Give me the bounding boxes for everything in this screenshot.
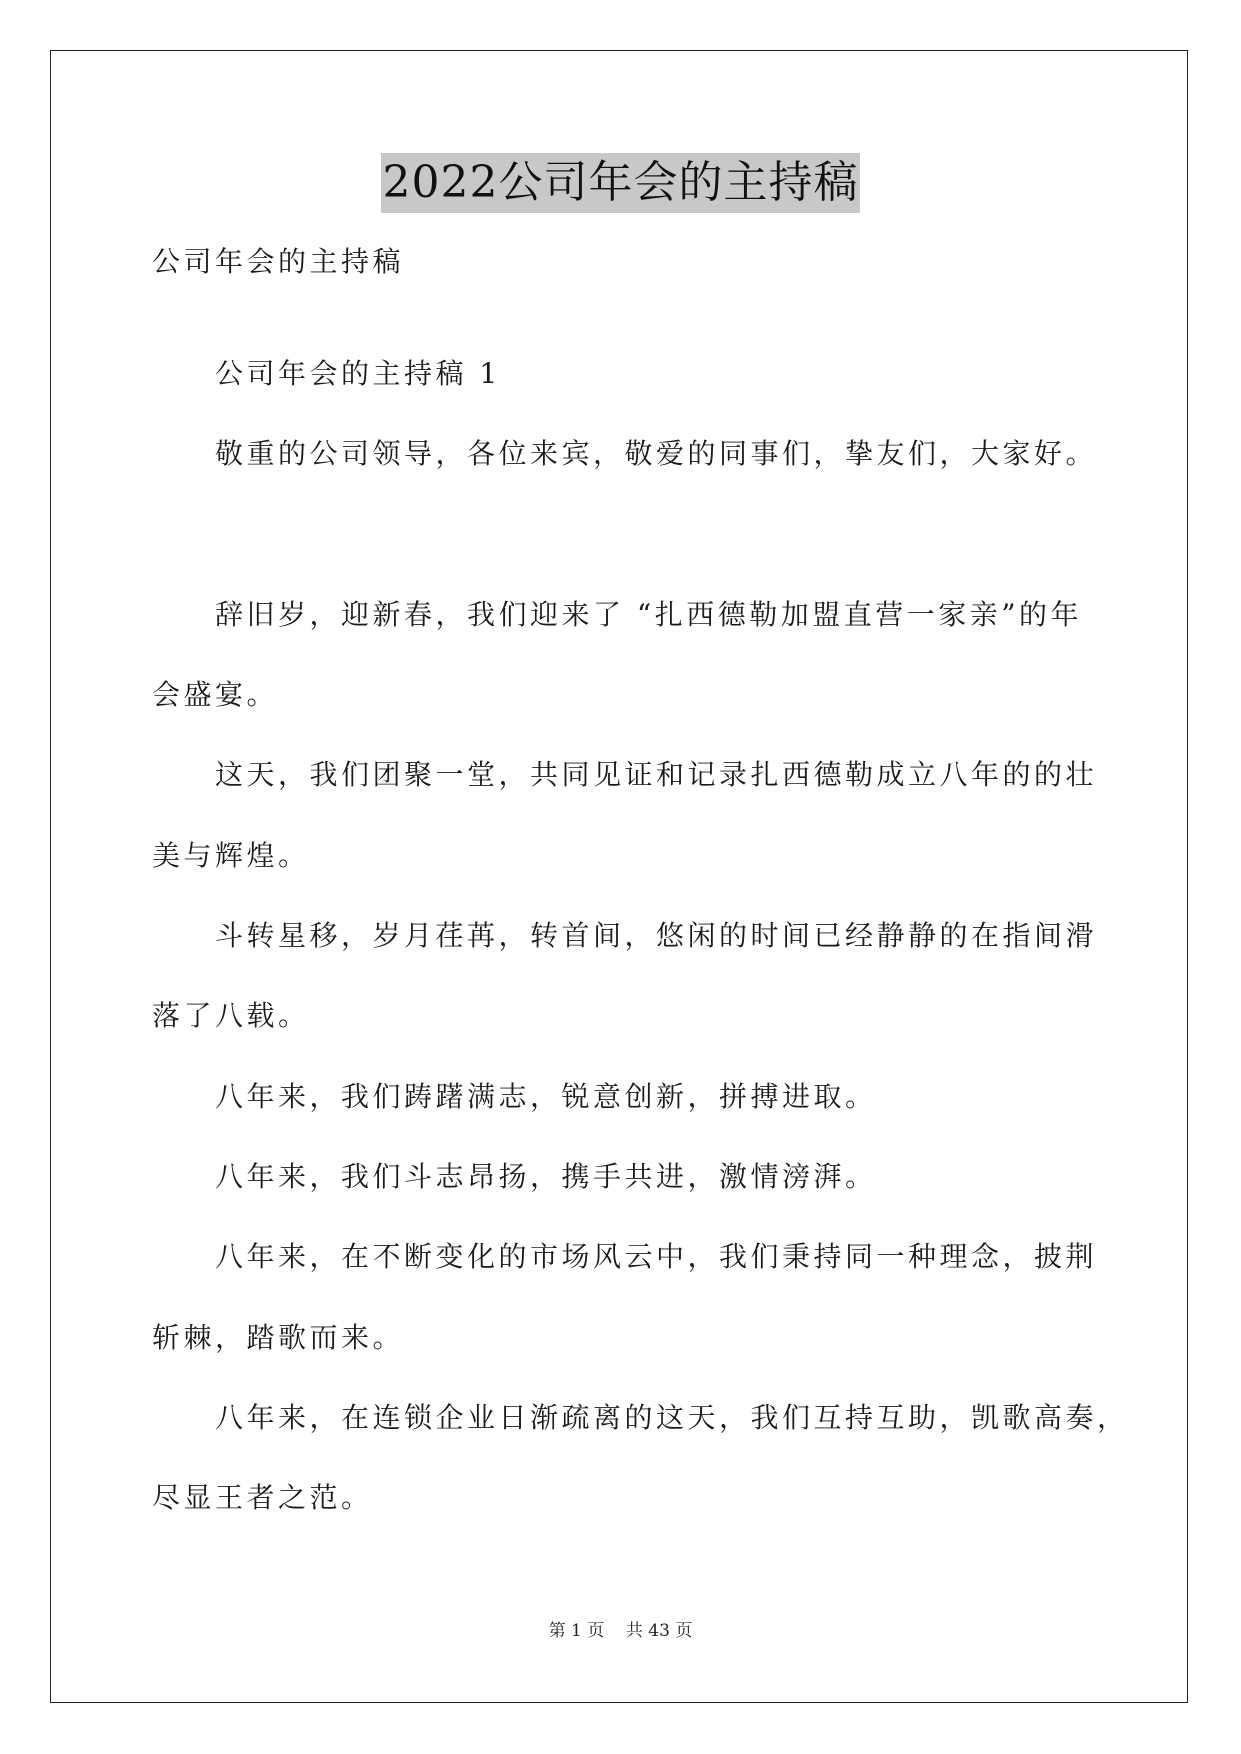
page-footer: 第 1 页 共 43 页 — [548, 1621, 693, 1641]
paragraph-line: 落了八载。 — [152, 999, 310, 1032]
paragraph-line: 八年来，我们斗志昂扬，携手共进，激情滂湃。 — [215, 1160, 877, 1193]
paragraph-line: 辞旧岁，迎新春，我们迎来了 “扎西德勒加盟直营一家亲”的年 — [215, 598, 1083, 631]
paragraph-line: 八年来，在连锁企业日渐疏离的这天，我们互持互助，凯歌高奏， — [215, 1401, 1129, 1434]
paragraph-line: 尽显王者之范。 — [152, 1481, 373, 1514]
page-border — [50, 50, 1188, 1703]
paragraph-line: 会盛宴。 — [152, 678, 279, 711]
paragraph-line: 斩棘，踏歌而来。 — [152, 1321, 405, 1354]
title-container — [0, 153, 1241, 213]
section-heading: 公司年会的主持稿 1 — [215, 357, 501, 390]
document-title: 2022公司年会的主持稿 — [381, 153, 861, 213]
paragraph-line: 八年来，在不断变化的市场风云中，我们秉持同一种理念，披荆 — [215, 1240, 1098, 1273]
paragraph-line: 敬重的公司领导，各位来宾，敬爱的同事们，挚友们，大家好。 — [215, 437, 1098, 470]
paragraph-line: 八年来，我们踌躇满志，锐意创新，拼搏进取。 — [215, 1080, 877, 1113]
document-subtitle: 公司年会的主持稿 — [152, 245, 405, 278]
paragraph-line: 美与辉煌。 — [152, 839, 310, 872]
paragraph-line: 斗转星移，岁月荏苒，转首间，悠闲的时间已经静静的在指间滑 — [215, 919, 1098, 952]
paragraph-line: 这天，我们团聚一堂，共同见证和记录扎西德勒成立八年的的壮 — [215, 758, 1098, 791]
